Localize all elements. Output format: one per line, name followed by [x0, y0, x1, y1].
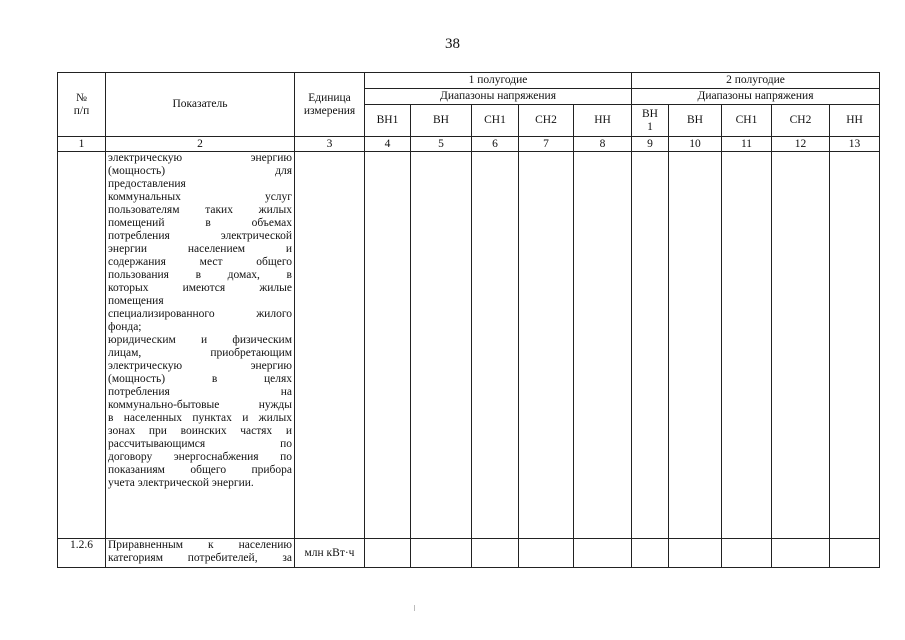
value-cell [365, 539, 411, 568]
indicator-line: Приравненным к населению [108, 539, 292, 551]
column-number: 3 [295, 137, 365, 152]
value-cell [632, 539, 669, 568]
indicator-line: договору энергоснабжения по [108, 451, 292, 463]
indicator-line: помещения [108, 295, 164, 307]
indicator-line: предоставления [108, 178, 186, 190]
column-number: 9 [632, 137, 669, 152]
header-half1: 1 полугодие [365, 73, 632, 89]
indicator-line: пользования в домах, в [108, 269, 292, 281]
column-number: 4 [365, 137, 411, 152]
indicator-line: коммунально-бытовые нужды [108, 399, 292, 411]
header-h1-vn1: ВН1 [365, 105, 411, 137]
value-cell [411, 539, 472, 568]
indicator-line: в населенных пунктах и жилых [108, 412, 292, 424]
indicator-line: лицам, приобретающим [108, 347, 292, 359]
indicator-line: учета электрической энергии. [108, 477, 254, 489]
column-number: 11 [722, 137, 772, 152]
indicator-line: юридическим и физическим [108, 334, 292, 346]
indicator-line: которых имеются жилые [108, 282, 292, 294]
row-unit [295, 152, 365, 539]
page-number: 38 [445, 36, 460, 52]
value-cell [772, 152, 830, 539]
indicator-line: коммунальных услуг [108, 191, 292, 203]
indicator-line: электрическую энергию [108, 360, 292, 372]
row-indicator-text [106, 152, 295, 539]
value-cell [722, 539, 772, 568]
indicator-line: (мощность) в целях [108, 373, 292, 385]
indicator-line: рассчитывающимся по [108, 438, 292, 450]
value-cell [632, 152, 669, 539]
value-cell [722, 152, 772, 539]
indicator-line: пользователям таких жилых [108, 204, 292, 216]
value-cell [669, 152, 722, 539]
table-row [58, 152, 880, 539]
value-cell [411, 152, 472, 539]
header-col-unit: Единица измерения [295, 73, 365, 137]
row-unit: млн кВт·ч [295, 539, 365, 568]
value-cell [669, 539, 722, 568]
header-h1-sn1: СН1 [472, 105, 519, 137]
header-h1-sn2: СН2 [519, 105, 574, 137]
value-cell [574, 152, 632, 539]
indicator-line: (мощность) для [108, 165, 292, 177]
scan-mark [414, 605, 415, 611]
value-cell [519, 152, 574, 539]
row-indicator-text [106, 539, 295, 568]
header-h1-nn: НН [574, 105, 632, 137]
column-number: 12 [772, 137, 830, 152]
indicator-line: потребления электрической [108, 230, 292, 242]
column-number: 13 [830, 137, 880, 152]
column-number: 6 [472, 137, 519, 152]
value-cell [574, 539, 632, 568]
value-cell [519, 539, 574, 568]
header-voltage-ranges-2: Диапазоны напряжения [632, 89, 880, 105]
column-number: 5 [411, 137, 472, 152]
column-number: 2 [106, 137, 295, 152]
header-h2-sn2: СН2 [772, 105, 830, 137]
header-col-no: № п/п [58, 73, 106, 137]
indicator-line: помещений в объемах [108, 217, 292, 229]
header-voltage-ranges-1: Диапазоны напряжения [365, 89, 632, 105]
header-h2-vn1: ВН 1 [632, 105, 669, 137]
indicator-line: фонда; [108, 321, 142, 333]
indicator-line: показаниям общего прибора [108, 464, 292, 476]
column-number: 10 [669, 137, 722, 152]
row-number [58, 152, 106, 539]
header-h2-nn: НН [830, 105, 880, 137]
value-cell [830, 152, 880, 539]
value-cell [365, 152, 411, 539]
value-cell [830, 539, 880, 568]
data-table [57, 72, 880, 568]
header-h2-vn: ВН [669, 105, 722, 137]
indicator-line: специализированного жилого [108, 308, 292, 320]
column-number: 1 [58, 137, 106, 152]
indicator-line: категориям потребителей, за [108, 552, 292, 564]
indicator-line: энергии населением и [108, 243, 292, 255]
indicator-line: электрическую энергию [108, 152, 292, 164]
row-number: 1.2.6 [58, 539, 106, 568]
column-number: 7 [519, 137, 574, 152]
header-col-indicator: Показатель [106, 73, 295, 137]
header-half2: 2 полугодие [632, 73, 880, 89]
indicator-line: зонах при воинских частях и [108, 425, 292, 437]
header-h2-sn1: СН1 [722, 105, 772, 137]
table-row [58, 539, 880, 568]
value-cell [472, 152, 519, 539]
value-cell [472, 539, 519, 568]
value-cell [772, 539, 830, 568]
indicator-line: потребления на [108, 386, 292, 398]
header-h1-vn: ВН [411, 105, 472, 137]
column-number: 8 [574, 137, 632, 152]
indicator-line: содержания мест общего [108, 256, 292, 268]
